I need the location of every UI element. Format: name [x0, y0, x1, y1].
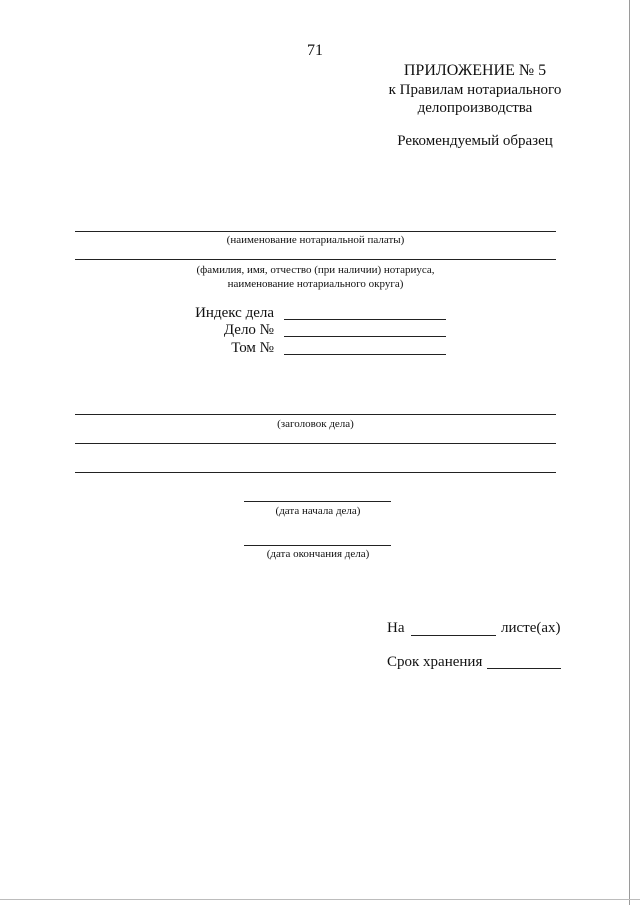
start-date-caption: (дата начала дела) [275, 505, 361, 517]
notary-name-line [75, 259, 556, 260]
case-number-line [284, 336, 446, 337]
start-date-line [244, 501, 391, 502]
chamber-name-caption: (наименование нотариальной палаты) [226, 234, 405, 246]
end-date-caption: (дата окончания дела) [266, 548, 370, 560]
case-index-line [284, 319, 446, 320]
case-index-label: Индекс дела [195, 305, 274, 321]
end-date-line [244, 545, 391, 546]
appendix-subtitle: к Правилам нотариального [388, 82, 562, 98]
sheets-suffix: листе(ах) [501, 620, 561, 636]
retention-label: Срок хранения [387, 654, 483, 670]
sheets-count-line [411, 635, 496, 636]
volume-number-label: Том № [231, 340, 274, 356]
case-title-line-3 [75, 472, 556, 473]
chamber-name-line [75, 231, 556, 232]
notary-district-caption: наименование нотариального округа) [227, 278, 404, 290]
page-edge-bottom [0, 899, 640, 900]
retention-line [487, 668, 561, 669]
volume-number-line [284, 354, 446, 355]
case-number-label: Дело № [223, 322, 274, 338]
appendix-subtitle-2: делопроизводства [417, 100, 533, 116]
appendix-title: ПРИЛОЖЕНИЕ № 5 [403, 62, 547, 79]
page-edge [629, 0, 630, 905]
notary-name-caption: (фамилия, имя, отчество (при наличии) нотариуса, [196, 264, 435, 276]
page-number: 71 [307, 42, 323, 59]
case-title-line-2 [75, 443, 556, 444]
case-title-line [75, 414, 556, 415]
case-title-caption: (заголовок дела) [277, 418, 354, 430]
sheets-prefix: На [387, 620, 405, 636]
sample-label: Рекомендуемый образец [397, 133, 553, 149]
